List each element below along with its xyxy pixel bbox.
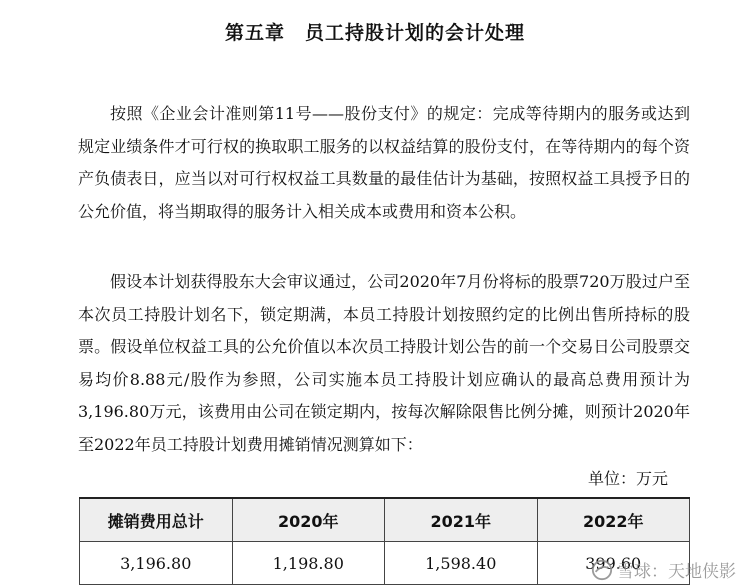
paragraph-cost-estimate: 假设本计划获得股东大会审议通过，公司2020年7月份将标的股票720万股过户至本次员工持股计划名下，锁定期满，本员工持股计划按照约定的比例出售所持标的股票。假设单位权益工具的公允价值以本次员工持股计划公告的前一个交易日公司股票交易均价8.88元/股作为参照，公司实施本员工持股计划应确认的最高总费用预计为3,196.80万元，该费用由公司在锁定期内，按每次解除限售比例分摊，则预计2020年至2022年员工持股计划费用摊销情况测算如下： — [78, 272, 690, 454]
header-2020: 2020年 — [232, 498, 385, 542]
snowball-logo-icon — [591, 559, 613, 581]
cell-2020: 1,198.80 — [232, 542, 385, 585]
unit-label: 单位：万元 — [587, 469, 668, 488]
paragraph-accounting-standard: 按照《企业会计准则第11号——股份支付》的规定：完成等待期内的服务或达到规定业绩条件才可行权的换取职工服务的以权益结算的股份支付，在等待期内的每个资产负债表日，应当以对可行权权益工具数量的最佳估计为基础，按照权益工具授予日的公允价值，将当期取得的服务计入相关成本或费用和资本公积。 — [78, 104, 690, 221]
cell-total: 3,196.80 — [80, 542, 233, 585]
table-header-row — [80, 498, 690, 542]
watermark-text: 雪球：天地侠影 — [617, 562, 736, 582]
header-total: 摊销费用总计 — [80, 498, 233, 542]
header-2022: 2022年 — [537, 498, 690, 542]
cell-2021: 1,598.40 — [385, 542, 538, 585]
header-2021: 2021年 — [385, 498, 538, 542]
chapter-title: 第五章 员工持股计划的会计处理 — [224, 22, 525, 44]
watermark — [591, 557, 736, 582]
cell-2022: 399.60 — [537, 542, 690, 585]
